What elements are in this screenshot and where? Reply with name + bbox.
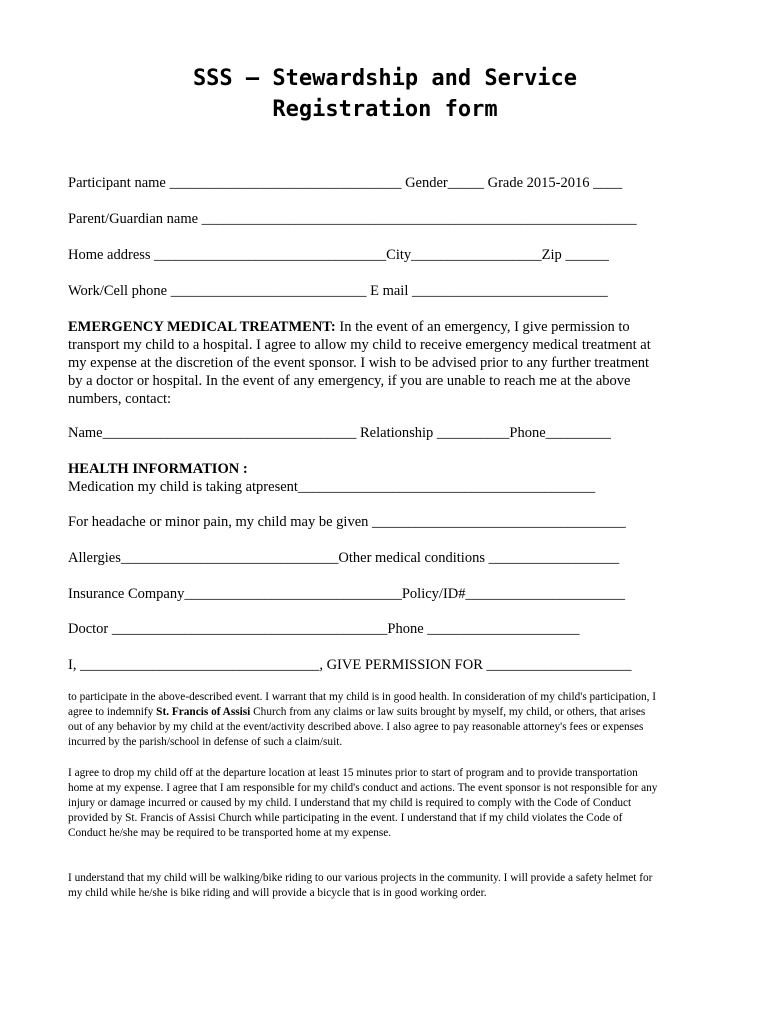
home-address-field[interactable]: Home address ________________________________City__________________Zip ______ <box>68 247 609 263</box>
form-title-line-1: SSS – Stewardship and Service <box>192 66 578 91</box>
emergency-contact-field[interactable]: Name___________________________________ Relationship __________Phone_________ <box>68 425 611 441</box>
guardian-name-field[interactable]: Parent/Guardian name ____________________________________________________________ <box>68 211 637 227</box>
form-title-line-2: Registration form <box>272 97 498 122</box>
emergency-treatment-paragraph <box>68 318 660 408</box>
bike-paragraph: I understand that my child will be walking/bike riding to our various projects in the community. I will provide a safety helmet for my child while he/she is bike riding and will provide a bicycle that is in good working order. <box>68 872 653 899</box>
phone-email-field[interactable]: Work/Cell phone ___________________________ E mail ___________________________ <box>68 283 608 299</box>
church-name: St. Francis of Assisi <box>156 706 251 718</box>
doctor-field[interactable]: Doctor ______________________________________Phone _____________________ <box>68 621 580 637</box>
medication-field[interactable]: Medication my child is taking atpresent_________________________________________ <box>68 479 596 495</box>
permission-field[interactable]: I, _________________________________, GIVE PERMISSION FOR ____________________ <box>68 657 632 673</box>
emergency-heading: EMERGENCY MEDICAL TREATMENT: <box>68 319 336 335</box>
emergency-text: In the event of an emergency, I give permission to transport my child to a hospital. I agree to allow my child to receive emergency medical treatment at my expense at the discretion of the event sponsor. I wish to be advised prior to any further treatment by a doctor or hospital. In the event of any emergency, if you are unable to reach me at the above numbers, contact: <box>68 319 651 407</box>
dropoff-paragraph: I agree to drop my child off at the departure location at least 15 minutes prior to start of program and to provide transportation home at my expense. I agree that I am responsible for my child's conduct and actions. The event sponsor is not responsible for any injury or damage incurred or caused by my child. I understand that my child is required to comply with the Code of Conduct provided by St. Francis of Assisi Church while participating in the event. I understand that if my child violates the Code of Conduct he/she may be required to be transported home at my expense. <box>68 767 658 839</box>
insurance-field[interactable]: Insurance Company______________________________Policy/ID#______________________ <box>68 586 626 602</box>
participant-name-field[interactable]: Participant name ________________________________ Gender_____ Grade 2015-2016 ____ <box>68 175 623 191</box>
headache-medication-field[interactable]: For headache or minor pain, my child may be given ___________________________________ <box>68 514 626 530</box>
allergies-field[interactable]: Allergies______________________________Other medical conditions __________________ <box>68 550 620 566</box>
health-information-heading: HEALTH INFORMATION : <box>68 461 248 477</box>
liability-paragraph: to participate in the above-described event. I warrant that my child is in good health. In consideration of my child's participation, I agree to indemnify St. Francis of Assisi Church from any claims or law suits brought by myself, my child, or others, that arises out of any behavior by my child at the event/activity described above. I also agree to pay reasonable attorney's fees or expenses incurred by the parish/school in defense of such a claim/suit. <box>68 691 657 748</box>
